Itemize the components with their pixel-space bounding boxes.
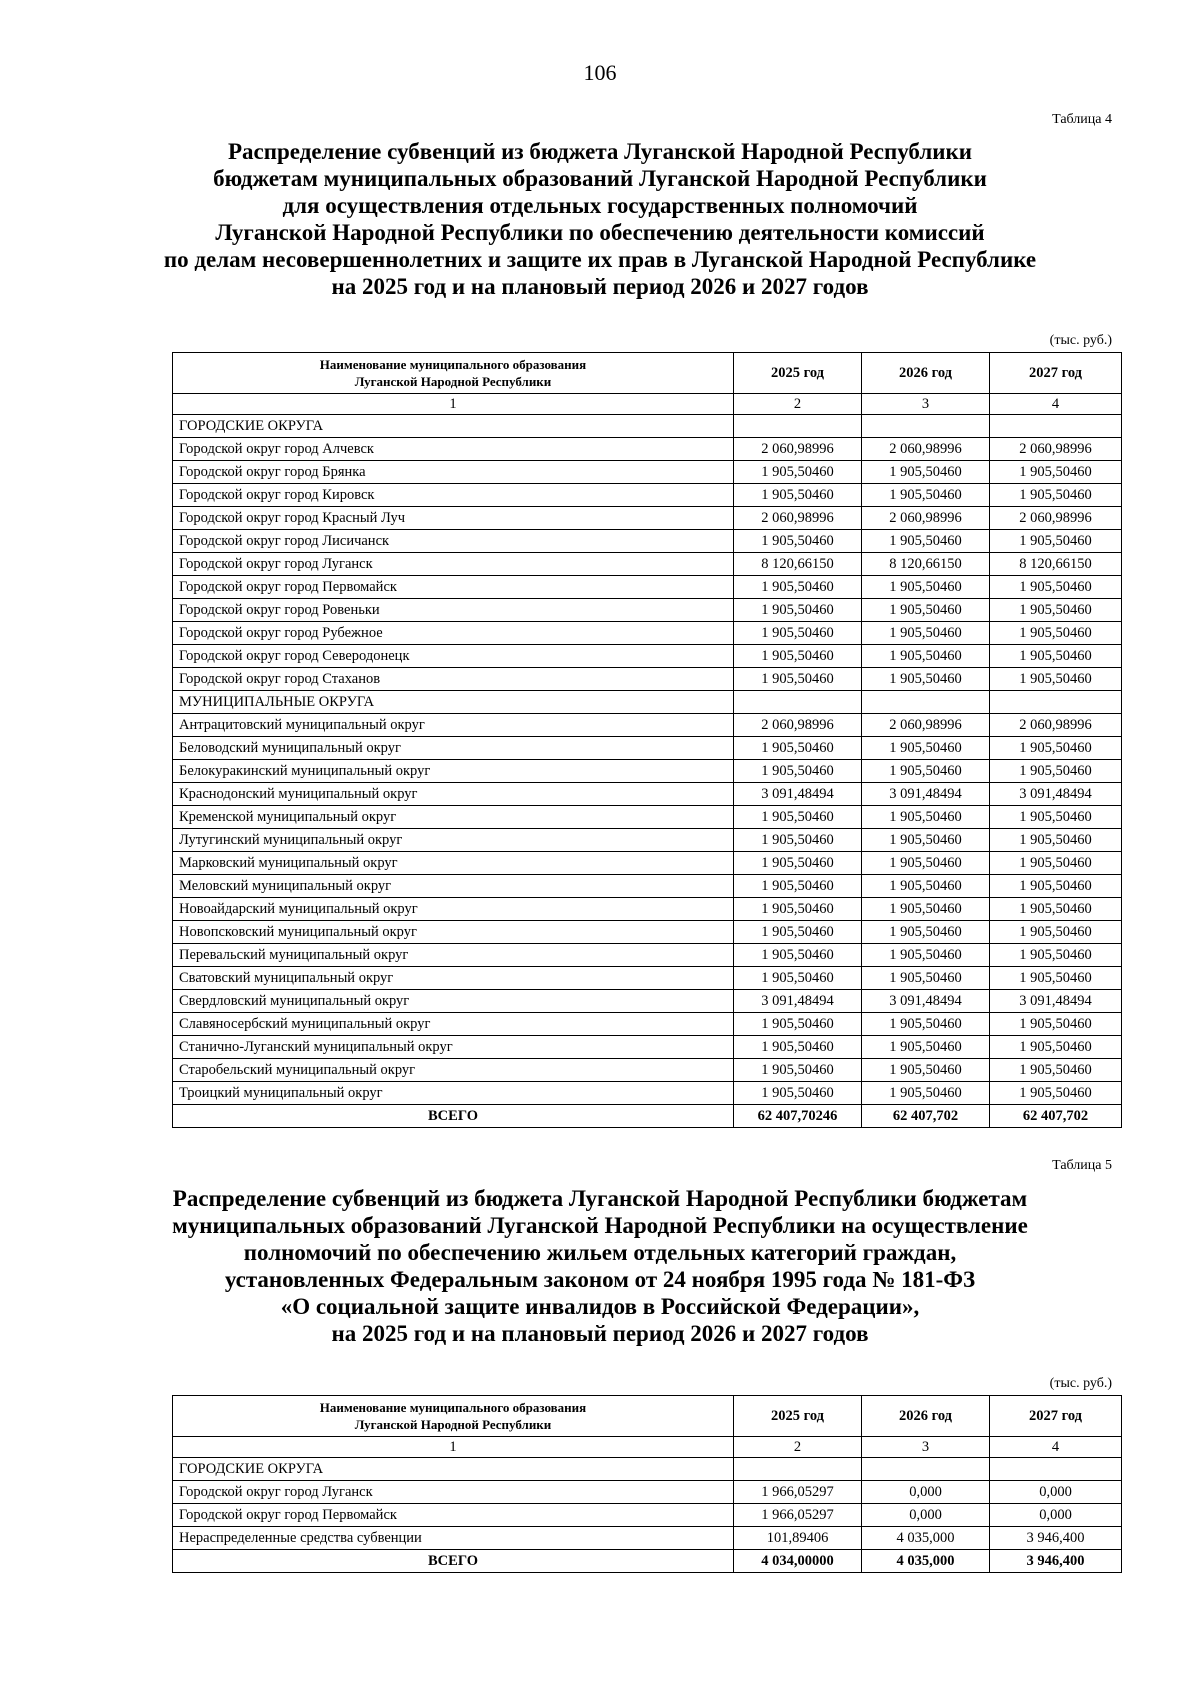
- header-name-cell: [173, 353, 734, 394]
- value-2026: 1 905,50460: [862, 1082, 990, 1105]
- column-number: 3: [862, 394, 990, 415]
- table-row: [173, 484, 1122, 507]
- section-label: МУНИЦИПАЛЬНЫЕ ОКРУГА: [173, 691, 734, 714]
- table-row: [173, 967, 1122, 990]
- table-row: [173, 1059, 1122, 1082]
- municipality-name: Городской округ город Лисичанск: [173, 530, 734, 553]
- municipality-name: Городской округ город Северодонецк: [173, 645, 734, 668]
- value-2027: 2 060,98996: [990, 714, 1122, 737]
- value-2026: 1 905,50460: [862, 737, 990, 760]
- table5-title-line: Распределение субвенций из бюджета Луганской Народной Республики бюджетам: [172, 1186, 1028, 1211]
- table-row: [173, 599, 1122, 622]
- value-2025: 1 905,50460: [734, 921, 862, 944]
- value-2025: 1 905,50460: [734, 852, 862, 875]
- header-2027: 2027 год: [990, 353, 1122, 394]
- value-2025: 1 905,50460: [734, 576, 862, 599]
- table-row: [173, 1481, 1122, 1504]
- table-row: [173, 852, 1122, 875]
- value-2027: 1 905,50460: [990, 1036, 1122, 1059]
- table4: [172, 352, 1122, 1128]
- value-2025: 1 966,05297: [734, 1504, 862, 1527]
- value-2026: 1 905,50460: [862, 576, 990, 599]
- table-row: [173, 1036, 1122, 1059]
- table4-title-line: Луганской Народной Республики по обеспечению деятельности комиссий: [215, 220, 985, 245]
- table-row: [173, 829, 1122, 852]
- total-2027: 3 946,400: [990, 1550, 1122, 1573]
- municipality-name: Краснодонский муниципальный округ: [173, 783, 734, 806]
- value-2027: 1 905,50460: [990, 967, 1122, 990]
- header-name-cell: [173, 1396, 734, 1437]
- value-2025: 1 905,50460: [734, 806, 862, 829]
- table-row: [173, 898, 1122, 921]
- value-2026: 1 905,50460: [862, 530, 990, 553]
- value-2026: 2 060,98996: [862, 507, 990, 530]
- value-2026: 1 905,50460: [862, 898, 990, 921]
- municipality-name: Славяносербский муниципальный округ: [173, 1013, 734, 1036]
- table4-units: (тыс. руб.): [1049, 333, 1112, 348]
- value-2027: 1 905,50460: [990, 1013, 1122, 1036]
- value-2027: 2 060,98996: [990, 438, 1122, 461]
- value-2026: 3 091,48494: [862, 990, 990, 1013]
- value-2027: 1 905,50460: [990, 622, 1122, 645]
- value-2027: 1 905,50460: [990, 668, 1122, 691]
- municipality-name: Городской округ город Красный Луч: [173, 507, 734, 530]
- value-2025: 1 905,50460: [734, 668, 862, 691]
- table4-title-line: на 2025 год и на плановый период 2026 и 2027 годов: [331, 274, 869, 299]
- table-row: [173, 622, 1122, 645]
- value-2025: 3 091,48494: [734, 783, 862, 806]
- section-row-city-districts: [173, 1458, 1122, 1481]
- table5-title-line: установленных Федеральным законом от 24 ноября 1995 года № 181-ФЗ: [224, 1267, 976, 1292]
- column-number: 2: [734, 1437, 862, 1458]
- value-2025: 1 905,50460: [734, 530, 862, 553]
- value-2027: 1 905,50460: [990, 806, 1122, 829]
- value-2025: 1 966,05297: [734, 1481, 862, 1504]
- value-2026: 1 905,50460: [862, 599, 990, 622]
- empty-cell: [734, 1458, 862, 1481]
- table-row: [173, 576, 1122, 599]
- value-2027: 1 905,50460: [990, 576, 1122, 599]
- value-2025: 2 060,98996: [734, 714, 862, 737]
- value-2027: 1 905,50460: [990, 852, 1122, 875]
- section-row-municipal-districts: [173, 691, 1122, 714]
- municipality-name: Городской округ город Кировск: [173, 484, 734, 507]
- municipality-name: Городской округ город Первомайск: [173, 1504, 734, 1527]
- column-number: 3: [862, 1437, 990, 1458]
- column-number: 1: [173, 394, 734, 415]
- municipality-name: Беловодский муниципальный округ: [173, 737, 734, 760]
- total-2026: 62 407,702: [862, 1105, 990, 1128]
- table-row: [173, 1527, 1122, 1550]
- header-name-line: Наименование муниципального образования: [319, 1400, 587, 1415]
- value-2026: 1 905,50460: [862, 461, 990, 484]
- header-name-line: Луганской Народной Республики: [354, 1417, 552, 1432]
- table4-title-line: по делам несовершеннолетних и защите их прав в Луганской Народной Республике: [163, 247, 1037, 272]
- municipality-name: Городской округ город Ровеньки: [173, 599, 734, 622]
- municipality-name: Городской округ город Луганск: [173, 553, 734, 576]
- value-2026: 2 060,98996: [862, 438, 990, 461]
- municipality-name: Свердловский муниципальный округ: [173, 990, 734, 1013]
- column-number: 4: [990, 1437, 1122, 1458]
- table5-header-row: [173, 1396, 1122, 1437]
- table4-title-line: для осуществления отдельных государственных полномочий: [282, 193, 918, 218]
- value-2027: 8 120,66150: [990, 553, 1122, 576]
- value-2026: 1 905,50460: [862, 967, 990, 990]
- table5-column-numbers: [173, 1437, 1122, 1458]
- municipality-name: Меловский муниципальный округ: [173, 875, 734, 898]
- municipality-name: Старобельский муниципальный округ: [173, 1059, 734, 1082]
- municipality-name: Городской округ город Алчевск: [173, 438, 734, 461]
- table4-title-line: Распределение субвенций из бюджета Луганской Народной Республики: [228, 139, 972, 164]
- value-2026: 1 905,50460: [862, 1059, 990, 1082]
- section-label: ГОРОДСКИЕ ОКРУГА: [173, 1458, 734, 1481]
- table-row: [173, 507, 1122, 530]
- value-2027: 1 905,50460: [990, 645, 1122, 668]
- table4-title-line: бюджетам муниципальных образований Луганской Народной Республики: [213, 166, 987, 191]
- value-2027: 1 905,50460: [990, 944, 1122, 967]
- value-2026: 1 905,50460: [862, 645, 990, 668]
- total-row: [173, 1105, 1122, 1128]
- empty-cell: [862, 1458, 990, 1481]
- table5-title-line: полномочий по обеспечению жильем отдельных категорий граждан,: [243, 1240, 957, 1265]
- empty-cell: [734, 415, 862, 438]
- table-row: [173, 438, 1122, 461]
- value-2025: 1 905,50460: [734, 1036, 862, 1059]
- empty-cell: [734, 691, 862, 714]
- municipality-name: Городской округ город Брянка: [173, 461, 734, 484]
- value-2026: 8 120,66150: [862, 553, 990, 576]
- municipality-name: Новоайдарский муниципальный округ: [173, 898, 734, 921]
- value-2025: 1 905,50460: [734, 1059, 862, 1082]
- section-row-city-districts: [173, 415, 1122, 438]
- value-2026: 4 035,000: [862, 1527, 990, 1550]
- table4-column-numbers: [173, 394, 1122, 415]
- table-row: [173, 921, 1122, 944]
- header-2026: 2026 год: [862, 1396, 990, 1437]
- municipality-name: Марковский муниципальный округ: [173, 852, 734, 875]
- value-2027: 1 905,50460: [990, 599, 1122, 622]
- value-2027: 1 905,50460: [990, 875, 1122, 898]
- table5-title-line: «О социальной защите инвалидов в Российской Федерации»,: [280, 1294, 920, 1319]
- value-2026: 1 905,50460: [862, 1036, 990, 1059]
- value-2026: 1 905,50460: [862, 852, 990, 875]
- table-row: [173, 1013, 1122, 1036]
- value-2025: 1 905,50460: [734, 898, 862, 921]
- municipality-name: Кременской муниципальный округ: [173, 806, 734, 829]
- municipality-name: Нераспределенные средства субвенции: [173, 1527, 734, 1550]
- value-2025: 1 905,50460: [734, 875, 862, 898]
- value-2027: 1 905,50460: [990, 921, 1122, 944]
- table-row: [173, 645, 1122, 668]
- municipality-name: Троицкий муниципальный округ: [173, 1082, 734, 1105]
- total-2027: 62 407,702: [990, 1105, 1122, 1128]
- table5: [172, 1395, 1122, 1573]
- value-2026: 1 905,50460: [862, 944, 990, 967]
- value-2027: 1 905,50460: [990, 898, 1122, 921]
- table-row: [173, 1082, 1122, 1105]
- value-2025: 1 905,50460: [734, 737, 862, 760]
- table4-header-row: [173, 353, 1122, 394]
- value-2026: 1 905,50460: [862, 829, 990, 852]
- table-row: [173, 760, 1122, 783]
- value-2027: 3 091,48494: [990, 990, 1122, 1013]
- table-row: [173, 461, 1122, 484]
- column-number: 1: [173, 1437, 734, 1458]
- municipality-name: Новопсковский муниципальный округ: [173, 921, 734, 944]
- value-2027: 0,000: [990, 1481, 1122, 1504]
- value-2026: 1 905,50460: [862, 484, 990, 507]
- value-2027: 1 905,50460: [990, 530, 1122, 553]
- value-2027: 0,000: [990, 1504, 1122, 1527]
- table-row: [173, 1504, 1122, 1527]
- value-2025: 1 905,50460: [734, 461, 862, 484]
- value-2025: 1 905,50460: [734, 760, 862, 783]
- value-2027: 1 905,50460: [990, 484, 1122, 507]
- empty-cell: [990, 415, 1122, 438]
- table-row: [173, 668, 1122, 691]
- column-number: 2: [734, 394, 862, 415]
- value-2025: 1 905,50460: [734, 829, 862, 852]
- header-2026: 2026 год: [862, 353, 990, 394]
- table5-label: Таблица 5: [1052, 1158, 1112, 1173]
- value-2027: 1 905,50460: [990, 1082, 1122, 1105]
- total-row: [173, 1550, 1122, 1573]
- value-2025: 1 905,50460: [734, 599, 862, 622]
- page-number: 106: [583, 60, 617, 85]
- table-row: [173, 530, 1122, 553]
- table5-units: (тыс. руб.): [1049, 1376, 1112, 1391]
- total-label: ВСЕГО: [173, 1550, 734, 1573]
- header-2025: 2025 год: [734, 353, 862, 394]
- table5-title-line: на 2025 год и на плановый период 2026 и 2027 годов: [331, 1321, 869, 1346]
- value-2025: 1 905,50460: [734, 622, 862, 645]
- total-2026: 4 035,000: [862, 1550, 990, 1573]
- value-2025: 101,89406: [734, 1527, 862, 1550]
- table-row: [173, 714, 1122, 737]
- value-2026: 0,000: [862, 1481, 990, 1504]
- value-2025: 8 120,66150: [734, 553, 862, 576]
- value-2026: 1 905,50460: [862, 760, 990, 783]
- value-2025: 1 905,50460: [734, 484, 862, 507]
- value-2027: 3 946,400: [990, 1527, 1122, 1550]
- table-row: [173, 806, 1122, 829]
- value-2025: 1 905,50460: [734, 645, 862, 668]
- header-name-line: Луганской Народной Республики: [354, 374, 552, 389]
- municipality-name: Белокуракинский муниципальный округ: [173, 760, 734, 783]
- municipality-name: Антрацитовский муниципальный округ: [173, 714, 734, 737]
- value-2027: 2 060,98996: [990, 507, 1122, 530]
- header-name-line: Наименование муниципального образования: [319, 357, 587, 372]
- value-2026: 1 905,50460: [862, 875, 990, 898]
- value-2026: 1 905,50460: [862, 806, 990, 829]
- table4-label: Таблица 4: [1052, 112, 1112, 127]
- value-2026: 0,000: [862, 1504, 990, 1527]
- empty-cell: [990, 691, 1122, 714]
- value-2025: 3 091,48494: [734, 990, 862, 1013]
- value-2027: 3 091,48494: [990, 783, 1122, 806]
- table-row: [173, 737, 1122, 760]
- header-2027: 2027 год: [990, 1396, 1122, 1437]
- value-2026: 1 905,50460: [862, 668, 990, 691]
- municipality-name: Городской округ город Луганск: [173, 1481, 734, 1504]
- table-row: [173, 553, 1122, 576]
- value-2025: 1 905,50460: [734, 1082, 862, 1105]
- value-2027: 1 905,50460: [990, 737, 1122, 760]
- value-2026: 1 905,50460: [862, 921, 990, 944]
- table-row: [173, 990, 1122, 1013]
- table5-title-line: муниципальных образований Луганской Народной Республики на осуществление: [172, 1213, 1028, 1238]
- table-row: [173, 875, 1122, 898]
- table4-title: [150, 138, 1050, 300]
- value-2026: 1 905,50460: [862, 622, 990, 645]
- table-row: [173, 783, 1122, 806]
- header-2025: 2025 год: [734, 1396, 862, 1437]
- value-2027: 1 905,50460: [990, 1059, 1122, 1082]
- empty-cell: [862, 415, 990, 438]
- value-2025: 2 060,98996: [734, 438, 862, 461]
- total-label: ВСЕГО: [173, 1105, 734, 1128]
- table-row: [173, 944, 1122, 967]
- total-2025: 4 034,00000: [734, 1550, 862, 1573]
- value-2025: 1 905,50460: [734, 944, 862, 967]
- value-2025: 2 060,98996: [734, 507, 862, 530]
- column-number: 4: [990, 394, 1122, 415]
- table5-title: [150, 1185, 1050, 1347]
- value-2027: 1 905,50460: [990, 829, 1122, 852]
- total-2025: 62 407,70246: [734, 1105, 862, 1128]
- municipality-name: Сватовский муниципальный округ: [173, 967, 734, 990]
- value-2026: 3 091,48494: [862, 783, 990, 806]
- value-2026: 1 905,50460: [862, 1013, 990, 1036]
- municipality-name: Станично-Луганский муниципальный округ: [173, 1036, 734, 1059]
- value-2027: 1 905,50460: [990, 461, 1122, 484]
- municipality-name: Лутугинский муниципальный округ: [173, 829, 734, 852]
- empty-cell: [862, 691, 990, 714]
- municipality-name: Городской округ город Стаханов: [173, 668, 734, 691]
- value-2027: 1 905,50460: [990, 760, 1122, 783]
- section-label: ГОРОДСКИЕ ОКРУГА: [173, 415, 734, 438]
- value-2025: 1 905,50460: [734, 967, 862, 990]
- value-2025: 1 905,50460: [734, 1013, 862, 1036]
- municipality-name: Городской округ город Первомайск: [173, 576, 734, 599]
- value-2026: 2 060,98996: [862, 714, 990, 737]
- empty-cell: [990, 1458, 1122, 1481]
- municipality-name: Перевальский муниципальный округ: [173, 944, 734, 967]
- municipality-name: Городской округ город Рубежное: [173, 622, 734, 645]
